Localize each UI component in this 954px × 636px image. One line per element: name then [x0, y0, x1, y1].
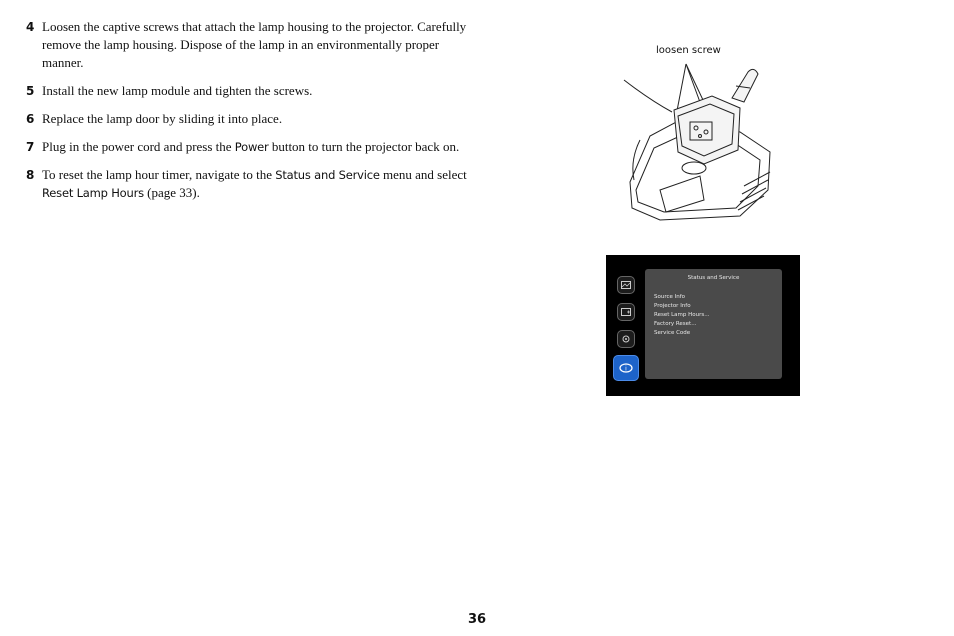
step-7: [26, 138, 476, 156]
menu-item-service-code: Service Code: [654, 330, 691, 336]
projector-lamp-housing-illustration: [620, 40, 790, 222]
step-text: Install the new lamp module and tighten the screws.: [42, 83, 313, 98]
step-number: 4: [26, 20, 35, 34]
status-service-menu-label: Status and Service: [275, 168, 380, 182]
step-number: 8: [26, 168, 35, 182]
step-number: 7: [26, 140, 35, 154]
step-text-after: button to turn the projector back on.: [268, 139, 460, 154]
info-icon: [613, 355, 639, 381]
panel-title: Status and Service: [687, 275, 740, 281]
step-8: [26, 166, 476, 202]
loosen-screw-callout: loosen screw: [656, 45, 721, 56]
step-number: 6: [26, 112, 35, 126]
step-text: Replace the lamp door by sliding it into place.: [42, 111, 283, 126]
step-text-before: To reset the lamp hour timer, navigate to the: [42, 167, 276, 182]
menu-item-reset-lamp-hours: Reset Lamp Hours...: [654, 312, 710, 318]
picture-icon: [617, 276, 635, 294]
menu-item-source-info: Source Info: [654, 294, 686, 300]
svg-text:i: i: [625, 365, 627, 373]
power-button-label: Power: [234, 140, 269, 154]
step-text: Loosen the captive screws that attach the lamp housing to the projector. Carefully remove the lamp housing. Dispose of the lamp in an environmentally proper manner.: [42, 19, 467, 70]
step-6: [26, 110, 476, 128]
status-service-panel: [645, 269, 782, 379]
step-text-after: (page 33).: [143, 185, 200, 200]
menu-item-projector-info: Projector Info: [654, 303, 691, 309]
step-4: [26, 18, 476, 72]
gear-icon: [617, 330, 635, 348]
reset-lamp-hours-label: Reset Lamp Hours: [42, 186, 144, 200]
osd-menu-screenshot: [606, 255, 800, 396]
step-number: 5: [26, 84, 35, 98]
step-text-before: Plug in the power cord and press the: [42, 139, 235, 154]
step-text-middle: menu and select: [379, 167, 467, 182]
instruction-steps: [26, 18, 476, 212]
menu-item-factory-reset: Factory Reset...: [654, 321, 697, 327]
page-number: 36: [467, 612, 487, 627]
step-5: [26, 82, 476, 100]
settings-icon: [617, 303, 635, 321]
